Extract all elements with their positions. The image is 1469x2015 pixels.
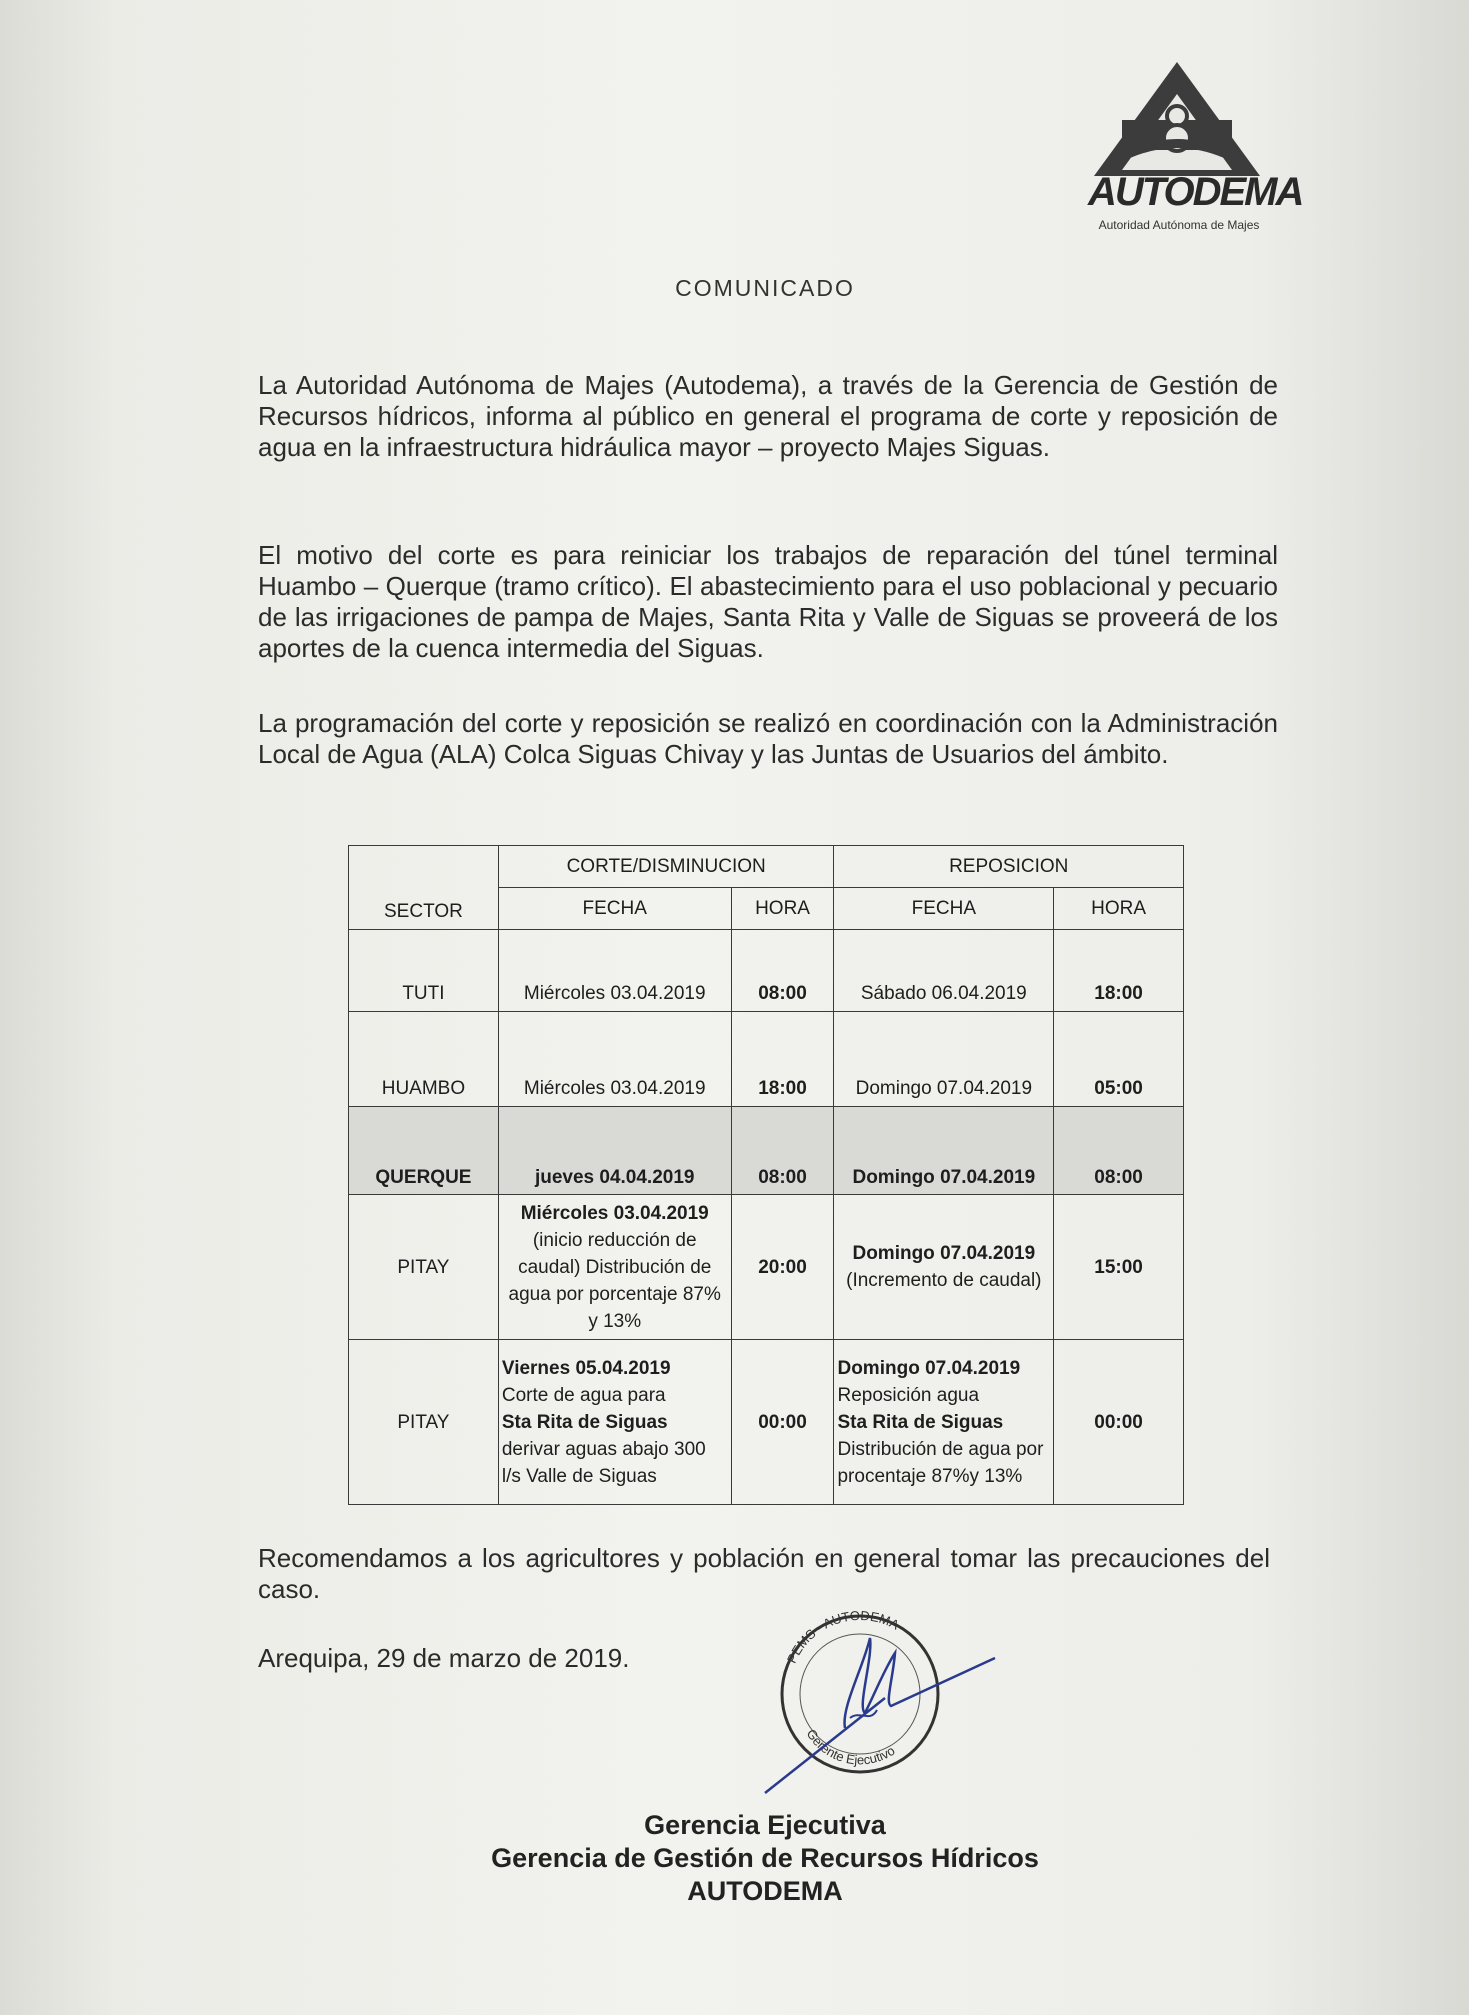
- cell-hora-corte: 18:00: [731, 1012, 834, 1107]
- cell-hora-corte: 00:00: [731, 1340, 834, 1505]
- cell-sector: PITAY: [349, 1195, 499, 1340]
- table-row: [349, 1195, 1184, 1340]
- document-title: COMUNICADO: [675, 275, 855, 301]
- cell-sector: PITAY: [349, 1340, 499, 1505]
- table-group-header-row: [349, 846, 1184, 888]
- closing-paragraph: Recomendamos a los agricultores y población en general tomar las precauciones del caso.: [258, 1543, 1270, 1604]
- signature-line-3: AUTODEMA: [687, 1876, 843, 1906]
- stamp-bottom-text: Gerente Ejecutivo: [803, 1726, 898, 1768]
- cell-fecha-repo-note: Reposición agua: [837, 1384, 980, 1406]
- header-sector: SECTOR: [349, 846, 499, 930]
- cell-hora-repo: 15:00: [1054, 1195, 1184, 1340]
- cell-fecha-repo: Domingo 07.04.2019: [834, 1107, 1054, 1195]
- cell-hora-repo: 08:00: [1054, 1107, 1184, 1195]
- header-hora-repo: HORA: [1054, 888, 1184, 930]
- header-reposicion: REPOSICION: [834, 846, 1184, 888]
- svg-text:Gerente Ejecutivo: [803, 1726, 897, 1767]
- table-row: [349, 930, 1184, 1012]
- table-row: [349, 1340, 1184, 1505]
- cell-fecha-repo: Domingo 07.04.2019: [834, 1012, 1054, 1107]
- paragraph-intro: La Autoridad Autónoma de Majes (Autodema), a través de la Gerencia de Gestión de Recursos hídricos, informa al público en general el programa de corte y reposición de agua en la infraestructura hidráulica mayor – proyecto Majes Siguas.: [258, 370, 1278, 462]
- cell-fecha-corte-note: (inicio reducción de caudal) Distribución de agua por porcentaje 87% y 13%: [508, 1229, 721, 1332]
- cell-hora-corte: 20:00: [731, 1195, 834, 1340]
- paragraph-motivo: El motivo del corte es para reiniciar los trabajos de reparación del túnel terminal Huambo – Querque (tramo crítico). El abastecimiento para el uso poblacional y pecuario de las irrigaciones de pampa de Majes, Santa Rita y Valle de Siguas se proveerá de los aportes de la cuenca intermedia del Siguas.: [258, 540, 1278, 663]
- cell-fecha-corte: [498, 1195, 731, 1340]
- table-row: [349, 1012, 1184, 1107]
- autodema-triangle-icon: [1082, 58, 1272, 178]
- cell-fecha-corte-date: Miércoles 03.04.2019: [520, 1202, 709, 1224]
- cell-fecha-corte: jueves 04.04.2019: [498, 1107, 731, 1195]
- place-date: Arequipa, 29 de marzo de 2019.: [258, 1643, 630, 1673]
- logo-subtitle: Autoridad Autónoma de Majes: [1098, 218, 1260, 232]
- cell-fecha-repo-date: Domingo 07.04.2019: [837, 1357, 1021, 1379]
- signature-line-2: Gerencia de Gestión de Recursos Hídricos: [491, 1843, 1039, 1873]
- schedule-table: [348, 845, 1184, 1505]
- cell-sector: QUERQUE: [349, 1107, 499, 1195]
- cell-hora-repo: 00:00: [1054, 1340, 1184, 1505]
- cell-fecha-corte: [498, 1340, 731, 1505]
- header-fecha-corte: FECHA: [498, 888, 731, 930]
- cell-hora-repo: 18:00: [1054, 930, 1184, 1012]
- cell-fecha-corte-place: Sta Rita de Siguas: [501, 1411, 668, 1433]
- cell-sector: HUAMBO: [349, 1012, 499, 1107]
- stamp-top-text: PEMS - AUTODEMA: [783, 1607, 902, 1666]
- cell-fecha-corte: Miércoles 03.04.2019: [498, 930, 731, 1012]
- paragraph-coordinacion: La programación del corte y reposición se realizó en coordinación con la Administración Local de Agua (ALA) Colca Siguas Chivay y las Juntas de Usuarios del ámbito.: [258, 708, 1278, 769]
- official-stamp-signature: [745, 1598, 1005, 1798]
- cell-fecha-repo-note2: Distribución de agua por procentaje 87%y 13%: [837, 1438, 1044, 1487]
- cell-hora-repo: 05:00: [1054, 1012, 1184, 1107]
- cell-fecha-repo: Sábado 06.04.2019: [834, 930, 1054, 1012]
- logo-wordmark: AUTODEMA: [1088, 170, 1303, 214]
- cell-fecha-repo-date: Domingo 07.04.2019: [852, 1243, 1036, 1264]
- cell-fecha-corte-note: Corte de agua para: [501, 1384, 666, 1406]
- cell-fecha-repo-place: Sta Rita de Siguas: [837, 1411, 1004, 1433]
- cell-sector: TUTI: [349, 930, 499, 1012]
- table-row: [349, 1107, 1184, 1195]
- cell-fecha-repo-note: (Incremento de caudal): [846, 1270, 1042, 1291]
- header-hora-corte: HORA: [731, 888, 834, 930]
- cell-fecha-repo: [834, 1340, 1054, 1505]
- header-fecha-repo: FECHA: [834, 888, 1054, 930]
- signature-line-1: Gerencia Ejecutiva: [644, 1810, 886, 1840]
- cell-fecha-corte-note2: derivar aguas abajo 300 l/s Valle de Siguas: [501, 1438, 706, 1487]
- cell-hora-corte: 08:00: [731, 1107, 834, 1195]
- cell-hora-corte: 08:00: [731, 930, 834, 1012]
- cell-fecha-corte-date: Viernes 05.04.2019: [501, 1357, 671, 1379]
- header-corte: CORTE/DISMINUCION: [498, 846, 834, 888]
- autodema-logo: [1082, 58, 1303, 238]
- cell-fecha-corte: Miércoles 03.04.2019: [498, 1012, 731, 1107]
- cell-fecha-repo: [834, 1195, 1054, 1340]
